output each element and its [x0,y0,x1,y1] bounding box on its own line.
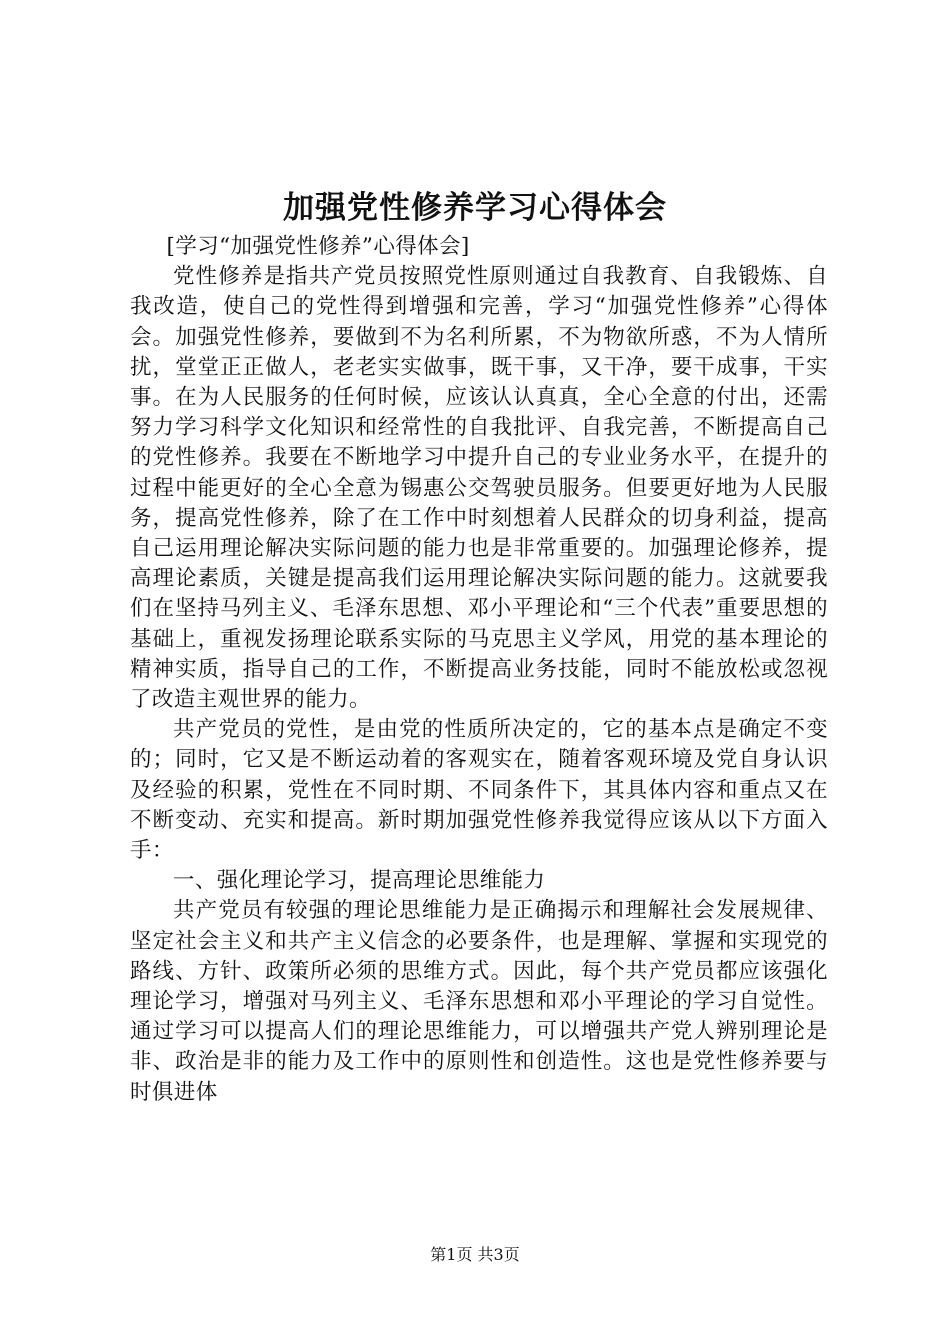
paragraph: 党性修养是指共产党员按照党性原则通过自我教育、自我锻炼、自我改造，使自己的党性得到增强和完善，学习“加强党性修养”心得体会。加强党性修养，要做到不为名利所累，不为物欲所惑，不为人情所扰，堂堂正正做人，老老实实做事，既干事，又干净，要干成事，干实事。在为人民服务的任何时候，应该认认真真，全心全意的付出，还需努力学习科学文化知识和经常性的自我批评、自我完善，不断提高自己的党性修养。我要在不断地学习中提升自己的专业业务水平，在提升的过程中能更好的全心全意为锡惠公交驾驶员服务。但要更好地为人民服务，提高党性修养，除了在工作中时刻想着人民群众的切身利益，提高自己运用理论解决实际问题的能力也是非常重要的。加强理论修养，提高理论素质，关键是提高我们运用理论解决实际问题的能力。这就要我们在坚持马列主义、毛泽东思想、邓小平理论和“三个代表”重要思想的基础上，重视发扬理论联系实际的马克思主义学风，用党的基本理论的精神实质，指导自己的工作，不断提高业务技能，同时不能放松或忽视了改造主观世界的能力。 [130,264,828,713]
document-title: 加强党性修养学习心得体会 [283,190,667,226]
section-heading: 一、强化理论学习，提高理论思维能力 [173,868,546,894]
paragraph: 共产党员的党性，是由党的性质所决定的，它的基本点是确定不变的；同时，它又是不断运动着的客观实在，随着客观环境及党自身认识及经验的积累，党性在不同时期、不同条件下，其具体内容和重点又在不断变动、充实和提高。新时期加强党性修养我觉得应该从以下方面入手： [130,717,828,864]
paragraph: 共产党员有较强的理论思维能力是正确揭示和理解社会发展规律、坚定社会主义和共产主义信念的必要条件，也是理解、掌握和实现党的路线、方针、政策所必须的思维方式。因此，每个共产党员都应该强化理论学习，增强对马列主义、毛泽东思想和邓小平理论的学习自觉性。通过学习可以提高人们的理论思维能力，可以增强共产党人辨别理论是非、政治是非的能力及工作中的原则性和创造性。这也是党性修养要与时俱进体 [130,898,828,1105]
document-body [130,232,828,1108]
document-subtitle: [学习“加强党性修养”心得体会] [166,234,470,259]
page-number-footer: 第1页 共3页 [430,1245,520,1264]
